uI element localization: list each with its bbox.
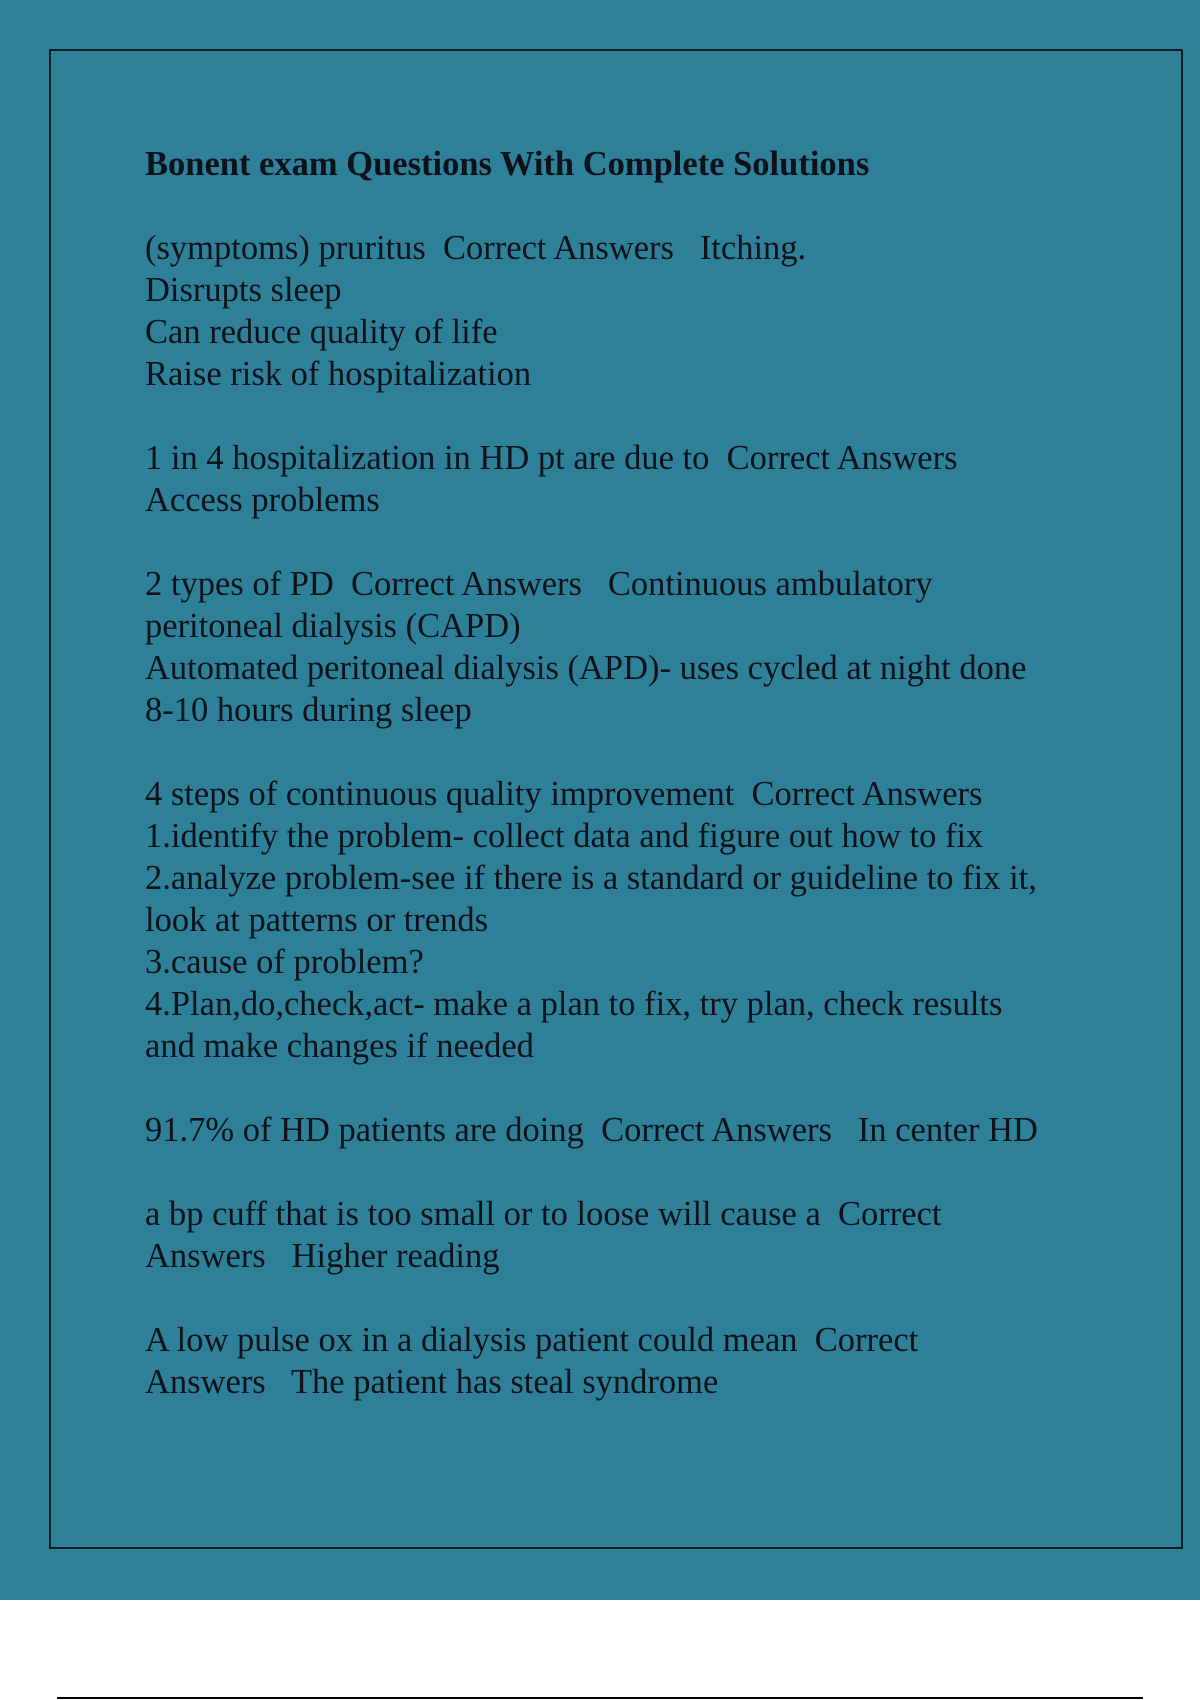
text-line: Access problems [145,481,380,519]
text-line: A low pulse ox in a dialysis patient could mean Correct [145,1321,919,1359]
text-line: and make changes if needed [145,1027,534,1065]
text-line: Can reduce quality of life [145,313,498,351]
text-line: 3.cause of problem? [145,943,424,981]
footer-divider [57,1697,1143,1699]
qa-block-pd-types [145,563,1105,731]
text-line: Answers Higher reading [145,1237,500,1275]
text-line: 4 steps of continuous quality improvement Correct Answers [145,775,983,813]
text-line: 2.analyze problem-see if there is a standard or guideline to fix it, [145,859,1037,897]
text-line: 8-10 hours during sleep [145,691,472,729]
qa-block-hd-percentage [145,1109,1105,1151]
text-line: look at patterns or trends [145,901,488,939]
text-line: 1 in 4 hospitalization in HD pt are due to Correct Answers [145,439,958,477]
qa-block-hospitalization [145,437,1105,521]
document-body [145,143,1105,1445]
text-line: Disrupts sleep [145,271,342,309]
text-line: (symptoms) pruritus Correct Answers Itching. [145,229,807,267]
text-line: 1.identify the problem- collect data and figure out how to fix [145,817,984,855]
text-line: 2 types of PD Correct Answers Continuous ambulatory [145,565,933,603]
text-line: peritoneal dialysis (CAPD) [145,607,521,645]
text-line: Automated peritoneal dialysis (APD)- uses cycled at night done [145,649,1027,687]
text-line: Raise risk of hospitalization [145,355,532,393]
document-title: Bonent exam Questions With Complete Solutions [145,145,870,183]
text-line: a bp cuff that is too small or to loose will cause a Correct [145,1195,942,1233]
text-line: 4.Plan,do,check,act- make a plan to fix, try plan, check results [145,985,1003,1023]
text-line: 91.7% of HD patients are doing Correct Answers In center HD [145,1111,1038,1149]
qa-block-bp-cuff [145,1193,1105,1277]
qa-block-pulse-ox [145,1319,1105,1403]
qa-block-pruritus [145,227,1105,395]
qa-block-cqi-steps [145,773,1105,1067]
text-line: Answers The patient has steal syndrome [145,1363,719,1401]
